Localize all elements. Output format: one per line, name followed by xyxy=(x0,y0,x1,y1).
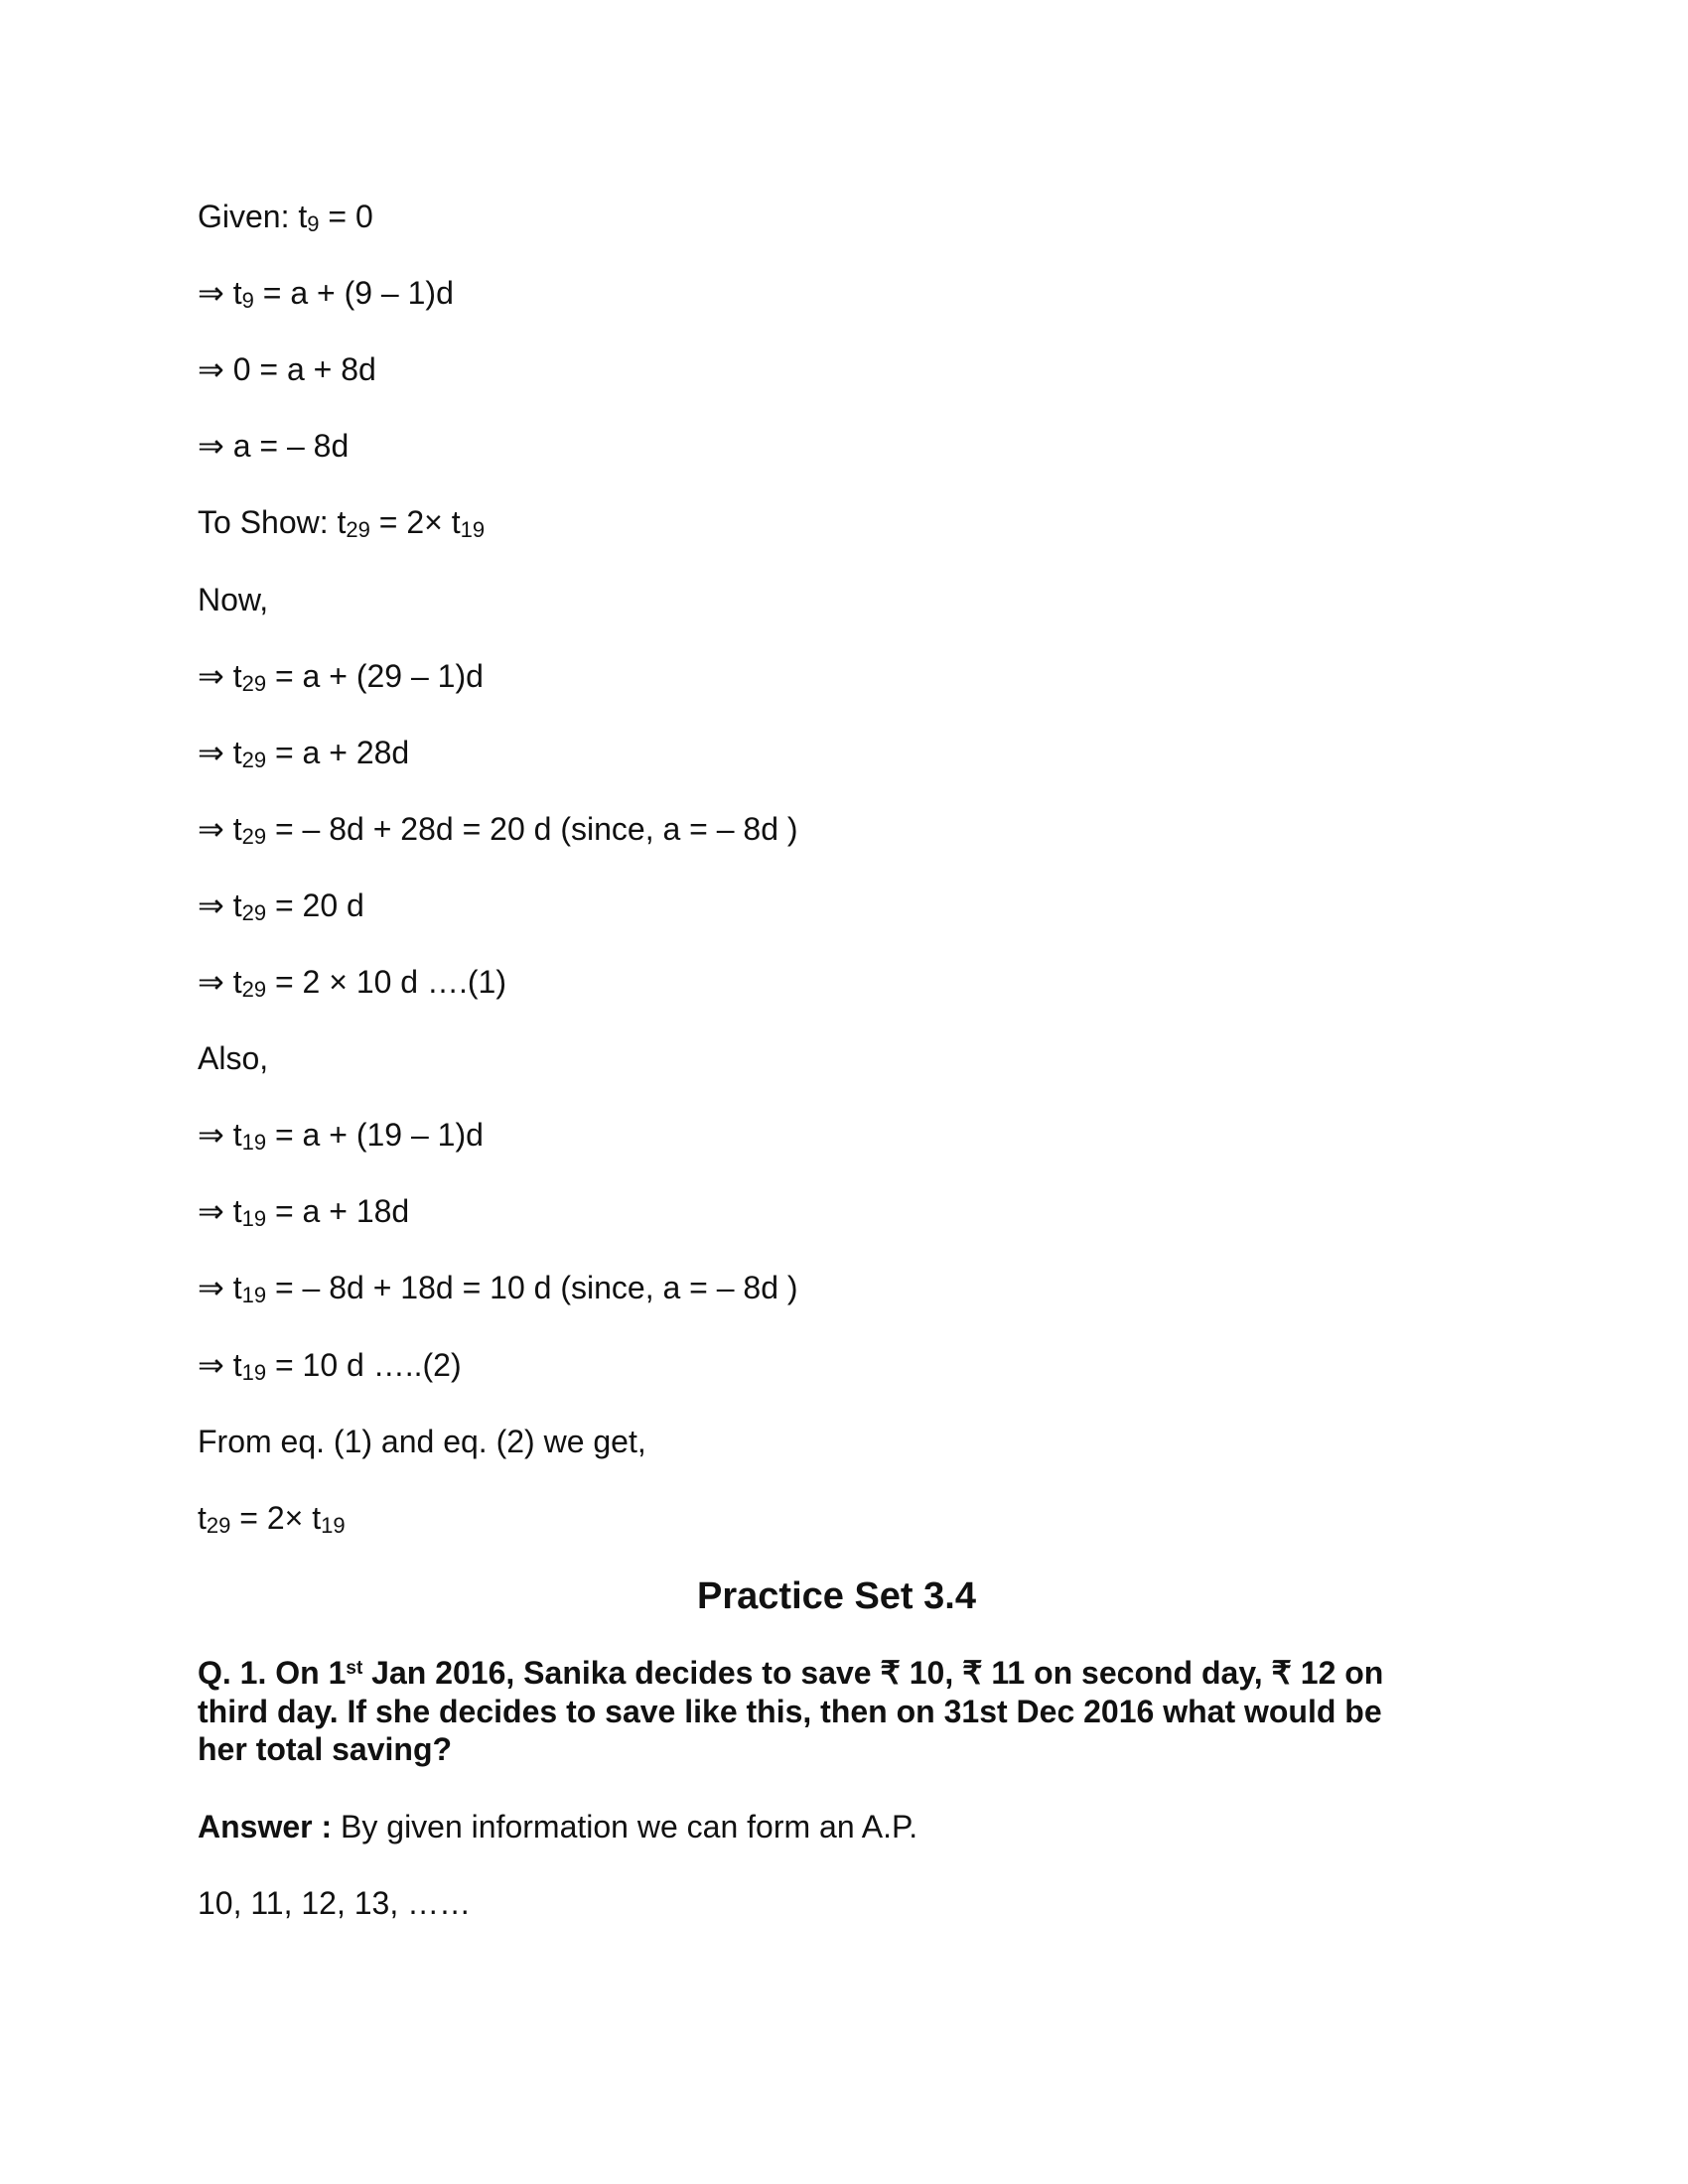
math-text: Now, xyxy=(198,581,269,617)
math-text: = 2 × 10 d ….(1) xyxy=(266,964,506,1000)
math-text: ⇒ t xyxy=(198,734,242,770)
subscript: 9 xyxy=(241,288,254,314)
math-text: ⇒ t xyxy=(198,275,242,312)
solution-line xyxy=(198,733,409,776)
math-text: ⇒ t xyxy=(198,810,242,847)
question-line-2: third day. If she decides to save like this, then on 31st Dec 2016 what would be xyxy=(198,1693,1382,1729)
math-text: = 20 d xyxy=(266,887,364,923)
solution-line xyxy=(198,1115,484,1159)
solution-line xyxy=(198,273,454,317)
question-1 xyxy=(198,1654,1383,1769)
solution-line xyxy=(198,197,373,240)
solution-line xyxy=(198,1191,409,1235)
subscript: 29 xyxy=(241,899,267,925)
solution-line xyxy=(198,1498,346,1542)
solution-line xyxy=(198,809,798,853)
subscript: 29 xyxy=(241,823,267,849)
subscript: 9 xyxy=(307,211,320,236)
solution-line xyxy=(198,962,506,1006)
question-line-1 xyxy=(198,1654,1383,1693)
math-text: ⇒ t xyxy=(198,1117,242,1154)
subscript: 29 xyxy=(241,670,267,696)
math-text: = 0 xyxy=(319,199,373,234)
math-text: Also, xyxy=(198,1040,269,1077)
question-text: Q. 1. On 1 xyxy=(198,1655,347,1691)
math-text: = a + 28d xyxy=(266,734,410,770)
math-text: ⇒ t xyxy=(198,1270,242,1306)
math-text: ⇒ t xyxy=(198,964,242,1000)
answer-line xyxy=(198,1807,917,1846)
math-text: ⇒ a = – 8d xyxy=(198,428,350,465)
solution-line xyxy=(198,349,376,389)
math-text: = 2× t xyxy=(369,504,461,541)
math-text: t xyxy=(198,1499,207,1536)
subscript: 29 xyxy=(206,1512,231,1538)
math-text: From eq. (1) and eq. (2) we get, xyxy=(198,1423,646,1459)
subscript: 19 xyxy=(460,517,486,543)
math-text: = a + (9 – 1)d xyxy=(253,275,454,312)
section-heading: Practice Set 3.4 xyxy=(697,1575,976,1617)
subscript: 29 xyxy=(241,977,267,1002)
math-text: = – 8d + 18d = 10 d (since, a = – 8d ) xyxy=(266,1270,798,1306)
answer-label: Answer : xyxy=(198,1809,333,1844)
answer-text: By given information we can form an A.P. xyxy=(332,1809,918,1844)
subscript: 19 xyxy=(241,1359,267,1385)
math-text: = a + 18d xyxy=(266,1193,410,1230)
subscript: 19 xyxy=(241,1130,267,1156)
math-text: = a + (19 – 1)d xyxy=(266,1117,484,1154)
math-text: = a + (29 – 1)d xyxy=(266,657,484,694)
ap-sequence: 10, 11, 12, 13, …… xyxy=(198,1885,472,1921)
math-text: ⇒ t xyxy=(198,657,242,694)
math-text: ⇒ 0 = a + 8d xyxy=(198,351,376,388)
ordinal-superscript: st xyxy=(346,1658,363,1679)
subscript: 19 xyxy=(241,1206,267,1232)
math-text: = 10 d …..(2) xyxy=(266,1346,462,1383)
math-text: To Show: t xyxy=(198,504,347,541)
solution-line xyxy=(198,886,364,929)
math-text: Given: t xyxy=(198,199,308,234)
solution-line xyxy=(198,1345,462,1389)
math-text: = 2× t xyxy=(230,1499,322,1536)
question-text: Jan 2016, Sanika decides to save ₹ 10, ₹ 11 on second day, ₹ 12 on xyxy=(362,1655,1384,1691)
subscript: 29 xyxy=(241,747,267,772)
math-text: ⇒ t xyxy=(198,887,242,923)
solution-line xyxy=(198,1268,798,1311)
solution-line xyxy=(198,1422,646,1461)
solution-line xyxy=(198,426,349,466)
subscript: 29 xyxy=(346,517,370,543)
solution-line xyxy=(198,656,484,700)
solution-line xyxy=(198,580,268,619)
math-text: ⇒ t xyxy=(198,1346,242,1383)
math-text: = – 8d + 28d = 20 d (since, a = – 8d ) xyxy=(266,810,798,847)
subscript: 19 xyxy=(321,1512,346,1538)
subscript: 19 xyxy=(241,1283,267,1308)
math-text: ⇒ t xyxy=(198,1193,242,1230)
solution-line xyxy=(198,502,485,546)
solution-line xyxy=(198,1038,268,1078)
question-line-3: her total saving? xyxy=(198,1731,453,1767)
